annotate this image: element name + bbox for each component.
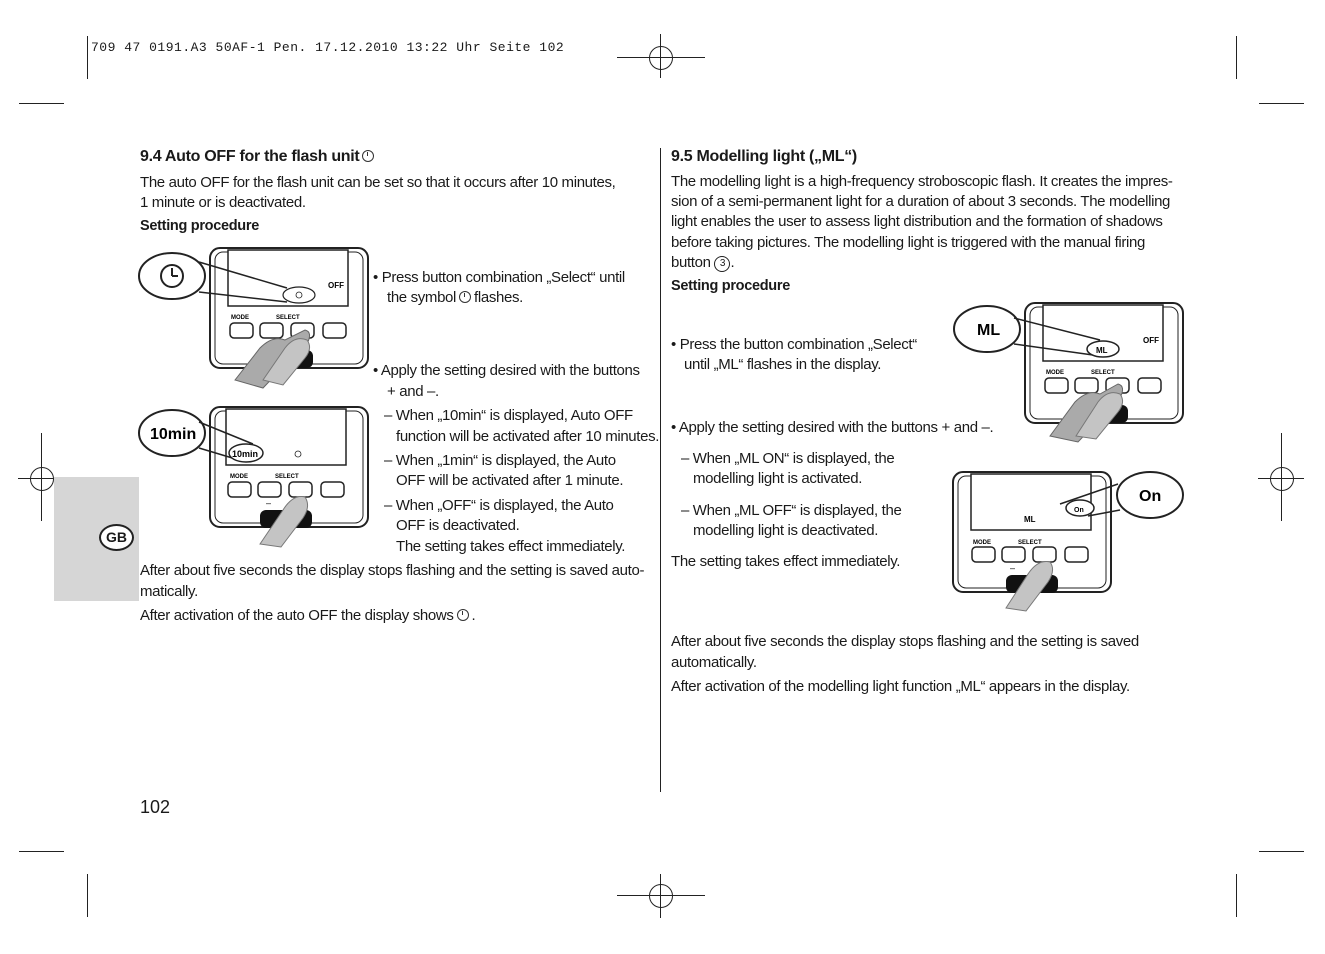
dash-text: – When „10min“ is displayed, Auto OFF — [384, 407, 633, 424]
display-text: OFF — [1143, 336, 1159, 345]
dash-text: – When „1min“ is displayed, the Auto — [384, 452, 616, 469]
flash-unit-diagram-10min — [135, 402, 375, 552]
section-title-modelling-light: 9.5 Modelling light („ML“) — [671, 148, 857, 165]
clock-icon — [457, 609, 469, 621]
bullet-text: • Press button combination „Select“ until — [373, 269, 625, 286]
section-title-auto-off: 9.4 Auto OFF for the flash unit — [140, 148, 377, 166]
print-header: 709 47 0191.A3 50AF-1 Pen. 17.12.2010 13:22 Uhr Seite 102 — [91, 40, 565, 55]
minus-label: – — [1010, 563, 1016, 573]
display-text: ML — [1024, 515, 1036, 524]
page-number: 102 — [140, 797, 171, 817]
mode-label: MODE — [973, 540, 991, 546]
flash-unit-diagram-clock — [135, 240, 375, 390]
paragraph: After activation of the auto OFF the display shows . — [140, 607, 476, 624]
bullet-text: + and –. — [387, 383, 439, 400]
paragraph: matically. — [140, 583, 198, 600]
dash-text: OFF is deactivated. — [396, 517, 520, 534]
minus-label: – — [266, 498, 272, 508]
dash-text: OFF will be activated after 1 minute. — [396, 472, 624, 489]
intro-line: light enables the user to assess light distribution and the formation of shadows — [671, 213, 1163, 230]
display-text: 10min — [232, 449, 259, 459]
callout-10min: 10min — [150, 426, 197, 443]
mode-label: MODE — [231, 315, 249, 321]
subheading: Setting procedure — [140, 218, 259, 234]
select-label: SELECT — [275, 474, 299, 480]
dash-text: modelling light is activated. — [693, 470, 863, 487]
intro-line: button 3 . — [671, 254, 735, 271]
mode-label: MODE — [1046, 370, 1064, 376]
column-divider — [660, 148, 661, 792]
paragraph: After activation of the modelling light function „ML“ appears in the display. — [671, 678, 1130, 695]
firing-button-number: 3 — [714, 256, 730, 272]
select-label: SELECT — [1018, 540, 1042, 546]
language-badge: GB — [99, 524, 134, 551]
bullet-text: • Apply the setting desired with the buttons — [373, 362, 640, 379]
bullet-text: until „ML“ flashes in the display. — [684, 356, 882, 373]
bullet-text: the symbol flashes. — [387, 289, 523, 306]
callout-ml: ML — [977, 322, 1001, 339]
select-label: SELECT — [276, 315, 300, 321]
intro-line: sion of a semi-permanent light for a duration of about 3 seconds. The modelling — [671, 193, 1171, 210]
display-small: ML — [1096, 346, 1108, 355]
paragraph: The setting takes effect immediately. — [671, 553, 901, 570]
dash-text: function will be activated after 10 minutes. — [396, 428, 660, 445]
paragraph: After about five seconds the display stops flashing and the setting is saved auto- — [140, 562, 645, 579]
intro-line: before taking pictures. The modelling light is triggered with the manual firing — [671, 234, 1146, 251]
subheading: Setting procedure — [671, 278, 790, 294]
dash-text: The setting takes effect immediately. — [396, 538, 626, 555]
bullet-text: • Apply the setting desired with the buttons + and –. — [671, 419, 994, 436]
intro-line: 1 minute or is deactivated. — [140, 194, 306, 211]
bullet-text: • Press the button combination „Select“ — [671, 336, 917, 353]
intro-line: The auto OFF for the flash unit can be set so that it occurs after 10 minutes, — [140, 174, 616, 191]
intro-line: The modelling light is a high-frequency stroboscopic flash. It creates the impres- — [671, 173, 1173, 190]
paragraph: After about five seconds the display stops flashing and the setting is saved — [671, 633, 1139, 650]
dash-text: – When „ML ON“ is displayed, the — [681, 450, 895, 467]
dash-text: modelling light is deactivated. — [693, 522, 879, 539]
dash-text: – When „ML OFF“ is displayed, the — [681, 502, 902, 519]
mode-label: MODE — [230, 474, 248, 480]
select-label: SELECT — [1091, 370, 1115, 376]
callout-on: On — [1139, 488, 1162, 505]
display-text: OFF — [328, 281, 344, 290]
clock-icon — [459, 291, 471, 303]
dash-text: – When „OFF“ is displayed, the Auto — [384, 497, 614, 514]
clock-icon — [362, 150, 374, 162]
paragraph: automatically. — [671, 654, 757, 671]
display-small: On — [1074, 507, 1084, 514]
flash-unit-diagram-on — [948, 466, 1218, 616]
